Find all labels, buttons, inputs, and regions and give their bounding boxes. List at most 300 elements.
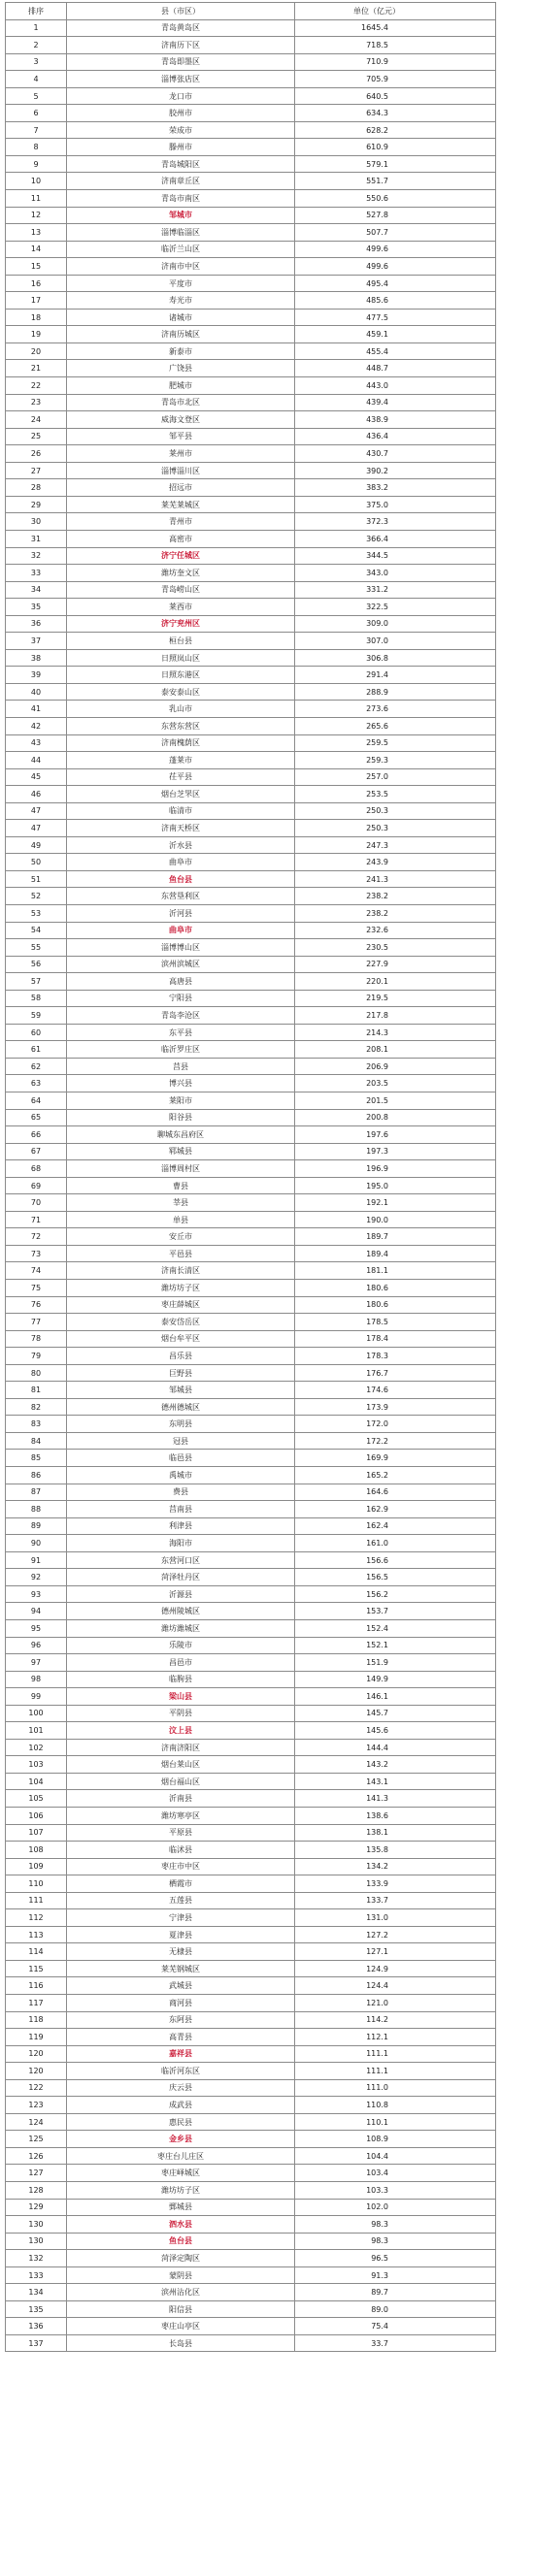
rank-cell: 79 [6, 1348, 67, 1365]
rank-cell: 100 [6, 1705, 67, 1722]
county-cell: 青岛市北区 [67, 394, 295, 411]
county-cell: 滨州滨城区 [67, 956, 295, 973]
value-cell: 96.5 [295, 2250, 496, 2267]
value-cell: 192.1 [295, 1194, 496, 1212]
county-cell: 高密市 [67, 530, 295, 547]
rank-cell: 65 [6, 1109, 67, 1126]
table-row [6, 1807, 496, 1824]
table-row [6, 1977, 496, 1995]
county-cell: 新泰市 [67, 342, 295, 360]
table-row [6, 667, 496, 684]
table-row [6, 1892, 496, 1909]
rank-cell: 118 [6, 2011, 67, 2029]
table-row [6, 1943, 496, 1961]
table-row [6, 1654, 496, 1672]
rank-cell: 114 [6, 1943, 67, 1961]
county-cell: 嘉祥县 [67, 2045, 295, 2063]
table-row [6, 1262, 496, 1280]
value-cell: 127.1 [295, 1943, 496, 1961]
value-cell: 102.0 [295, 2199, 496, 2216]
county-cell: 博兴县 [67, 1075, 295, 1092]
value-cell: 110.8 [295, 2097, 496, 2114]
county-cell: 惠民县 [67, 2113, 295, 2131]
value-cell: 143.1 [295, 1773, 496, 1790]
table-row [6, 1926, 496, 1943]
rank-cell: 30 [6, 513, 67, 531]
ranking-sheet [5, 2, 495, 2352]
rank-cell: 120 [6, 2045, 67, 2063]
table-row [6, 1569, 496, 1586]
county-cell: 梁山县 [67, 1688, 295, 1706]
county-cell: 莒南县 [67, 1501, 295, 1518]
value-cell: 162.9 [295, 1501, 496, 1518]
rank-cell: 134 [6, 2284, 67, 2301]
county-cell: 潍坊坊子区 [67, 2182, 295, 2200]
value-cell: 485.6 [295, 292, 496, 310]
value-cell: 439.4 [295, 394, 496, 411]
table-row [6, 820, 496, 837]
county-cell: 乐陵市 [67, 1637, 295, 1654]
value-cell: 343.0 [295, 565, 496, 582]
table-row [6, 1535, 496, 1552]
county-cell: 济宁兖州区 [67, 615, 295, 633]
table-row [6, 1994, 496, 2011]
table-row [6, 1160, 496, 1178]
county-cell: 莱芜钢城区 [67, 1960, 295, 1977]
county-cell: 莱州市 [67, 445, 295, 463]
county-cell: 鱼台县 [67, 870, 295, 888]
value-cell: 141.3 [295, 1790, 496, 1808]
county-cell: 济南天桥区 [67, 820, 295, 837]
rank-cell: 13 [6, 224, 67, 242]
county-cell: 夏津县 [67, 1926, 295, 1943]
rank-cell: 49 [6, 836, 67, 854]
table-row [6, 1092, 496, 1110]
rank-cell: 52 [6, 888, 67, 905]
rank-cell: 117 [6, 1994, 67, 2011]
rank-cell: 40 [6, 683, 67, 701]
table-row [6, 2284, 496, 2301]
value-cell: 162.4 [295, 1517, 496, 1535]
table-row [6, 445, 496, 463]
table-row [6, 973, 496, 991]
table-row [6, 1330, 496, 1348]
value-cell: 265.6 [295, 717, 496, 734]
value-cell: 103.4 [295, 2165, 496, 2182]
table-row [6, 1619, 496, 1637]
county-cell: 济南济阳区 [67, 1739, 295, 1756]
rank-cell: 10 [6, 173, 67, 190]
value-cell: 232.6 [295, 922, 496, 939]
county-cell: 沂南县 [67, 1790, 295, 1808]
county-cell: 临沂河东区 [67, 2063, 295, 2080]
county-cell: 乳山市 [67, 701, 295, 718]
county-cell: 济南市中区 [67, 258, 295, 276]
county-cell: 鱼台县 [67, 2233, 295, 2250]
rank-cell: 128 [6, 2182, 67, 2200]
value-cell: 259.5 [295, 734, 496, 752]
table-row [6, 1858, 496, 1875]
value-cell: 138.6 [295, 1807, 496, 1824]
county-cell: 东营东营区 [67, 717, 295, 734]
table-row [6, 1314, 496, 1331]
value-cell: 307.0 [295, 633, 496, 650]
value-cell: 257.0 [295, 768, 496, 786]
table-row [6, 411, 496, 429]
value-cell: 436.4 [295, 428, 496, 445]
rank-cell: 106 [6, 1807, 67, 1824]
value-cell: 227.9 [295, 956, 496, 973]
rank-cell: 36 [6, 615, 67, 633]
rank-cell: 122 [6, 2079, 67, 2097]
table-row [6, 904, 496, 922]
value-cell: 243.9 [295, 854, 496, 871]
rank-cell: 111 [6, 1892, 67, 1909]
county-cell: 日照岚山区 [67, 649, 295, 667]
table-row [6, 1909, 496, 1927]
county-cell: 临沂罗庄区 [67, 1041, 295, 1059]
value-cell: 306.8 [295, 649, 496, 667]
rank-cell: 17 [6, 292, 67, 310]
table-row [6, 479, 496, 497]
county-cell: 青岛即墨区 [67, 53, 295, 71]
table-row [6, 1211, 496, 1228]
value-cell: 169.9 [295, 1450, 496, 1467]
county-cell: 青岛城阳区 [67, 155, 295, 173]
rank-cell: 53 [6, 904, 67, 922]
county-cell: 日照东港区 [67, 667, 295, 684]
table-row [6, 1671, 496, 1688]
rank-cell: 58 [6, 990, 67, 1007]
county-cell: 寿光市 [67, 292, 295, 310]
value-cell: 273.6 [295, 701, 496, 718]
rank-cell: 59 [6, 1007, 67, 1025]
county-cell: 成武县 [67, 2097, 295, 2114]
table-row [6, 565, 496, 582]
rank-cell: 105 [6, 1790, 67, 1808]
county-cell: 青岛市南区 [67, 190, 295, 208]
county-cell: 东阿县 [67, 2011, 295, 2029]
value-cell: 138.1 [295, 1824, 496, 1842]
value-cell: 180.6 [295, 1280, 496, 1297]
county-cell: 沂源县 [67, 1585, 295, 1603]
rank-cell: 68 [6, 1160, 67, 1178]
value-cell: 241.3 [295, 870, 496, 888]
rank-cell: 16 [6, 275, 67, 292]
rank-cell: 38 [6, 649, 67, 667]
value-cell: 197.6 [295, 1126, 496, 1144]
rank-cell: 31 [6, 530, 67, 547]
header-row [6, 3, 496, 20]
county-cell: 邹平县 [67, 428, 295, 445]
county-cell: 高唐县 [67, 973, 295, 991]
rank-cell: 26 [6, 445, 67, 463]
rank-cell: 54 [6, 922, 67, 939]
table-row [6, 105, 496, 122]
county-cell: 济宁任城区 [67, 547, 295, 565]
table-row [6, 1245, 496, 1262]
value-cell: 291.4 [295, 667, 496, 684]
county-cell: 茌平县 [67, 768, 295, 786]
table-row [6, 173, 496, 190]
rank-cell: 90 [6, 1535, 67, 1552]
county-cell: 青岛李沧区 [67, 1007, 295, 1025]
rank-cell: 75 [6, 1280, 67, 1297]
county-cell: 龙口市 [67, 87, 295, 105]
county-cell: 阳谷县 [67, 1109, 295, 1126]
value-cell: 206.9 [295, 1058, 496, 1075]
table-row [6, 1075, 496, 1092]
county-cell: 广饶县 [67, 360, 295, 377]
table-row [6, 2079, 496, 2097]
value-cell: 173.9 [295, 1398, 496, 1416]
county-cell: 蒙阴县 [67, 2266, 295, 2284]
county-cell: 冠县 [67, 1432, 295, 1450]
rank-cell: 96 [6, 1637, 67, 1654]
rank-cell: 37 [6, 633, 67, 650]
value-cell: 219.5 [295, 990, 496, 1007]
table-row [6, 701, 496, 718]
rank-cell: 63 [6, 1075, 67, 1092]
rank-cell: 91 [6, 1551, 67, 1569]
county-cell: 烟台芝罘区 [67, 786, 295, 803]
county-cell: 泗水县 [67, 2216, 295, 2234]
county-cell: 东营河口区 [67, 1551, 295, 1569]
value-cell: 156.6 [295, 1551, 496, 1569]
rank-cell: 3 [6, 53, 67, 71]
table-row [6, 2334, 496, 2352]
rank-cell: 69 [6, 1177, 67, 1194]
table-row [6, 462, 496, 479]
table-row [6, 1296, 496, 1314]
table-row [6, 1432, 496, 1450]
table-row [6, 752, 496, 769]
rank-cell: 89 [6, 1517, 67, 1535]
table-row [6, 71, 496, 88]
county-cell: 莱芜莱城区 [67, 496, 295, 513]
value-cell: 124.4 [295, 1977, 496, 1995]
rank-cell: 50 [6, 854, 67, 871]
table-row [6, 258, 496, 276]
county-cell: 五莲县 [67, 1892, 295, 1909]
table-row [6, 581, 496, 599]
table-row [6, 1467, 496, 1484]
value-cell: 208.1 [295, 1041, 496, 1059]
table-row [6, 734, 496, 752]
table-row [6, 1364, 496, 1382]
value-cell: 112.1 [295, 2029, 496, 2046]
rank-cell: 99 [6, 1688, 67, 1706]
table-row [6, 888, 496, 905]
rank-cell: 72 [6, 1228, 67, 1246]
county-cell: 菏泽定陶区 [67, 2250, 295, 2267]
table-row [6, 2011, 496, 2029]
value-cell: 111.1 [295, 2045, 496, 2063]
table-row [6, 1501, 496, 1518]
value-cell: 203.5 [295, 1075, 496, 1092]
value-cell: 164.6 [295, 1484, 496, 1501]
rank-cell: 113 [6, 1926, 67, 1943]
table-row [6, 2131, 496, 2148]
value-cell: 174.6 [295, 1382, 496, 1399]
rank-cell: 44 [6, 752, 67, 769]
value-cell: 430.7 [295, 445, 496, 463]
table-row [6, 1143, 496, 1160]
value-cell: 124.9 [295, 1960, 496, 1977]
rank-cell: 21 [6, 360, 67, 377]
table-row [6, 1058, 496, 1075]
rank-cell: 85 [6, 1450, 67, 1467]
table-row [6, 786, 496, 803]
county-cell: 郓城县 [67, 1143, 295, 1160]
rank-cell: 28 [6, 479, 67, 497]
county-cell: 诸城市 [67, 309, 295, 326]
table-row [6, 2029, 496, 2046]
rank-cell: 120 [6, 2063, 67, 2080]
rank-cell: 18 [6, 309, 67, 326]
table-row [6, 2266, 496, 2284]
rank-cell: 86 [6, 1467, 67, 1484]
county-cell: 滨州沾化区 [67, 2284, 295, 2301]
county-cell: 东平县 [67, 1024, 295, 1041]
county-cell: 青岛崂山区 [67, 581, 295, 599]
table-row [6, 1348, 496, 1365]
value-cell: 1645.4 [295, 19, 496, 37]
value-cell: 145.7 [295, 1705, 496, 1722]
rank-cell: 83 [6, 1416, 67, 1433]
value-cell: 152.4 [295, 1619, 496, 1637]
value-cell: 103.3 [295, 2182, 496, 2200]
rank-cell: 132 [6, 2250, 67, 2267]
table-row [6, 2250, 496, 2267]
value-cell: 250.3 [295, 802, 496, 820]
value-cell: 628.2 [295, 121, 496, 139]
table-row [6, 1756, 496, 1774]
county-cell: 烟台福山区 [67, 1773, 295, 1790]
county-cell: 沂河县 [67, 904, 295, 922]
county-cell: 淄博博山区 [67, 939, 295, 957]
county-cell: 淄博临淄区 [67, 224, 295, 242]
table-row [6, 2199, 496, 2216]
county-cell: 金乡县 [67, 2131, 295, 2148]
value-cell: 551.7 [295, 173, 496, 190]
rank-cell: 112 [6, 1909, 67, 1927]
value-cell: 33.7 [295, 2334, 496, 2352]
table-row [6, 1585, 496, 1603]
rank-cell: 12 [6, 207, 67, 224]
table-row [6, 1177, 496, 1194]
rank-cell: 6 [6, 105, 67, 122]
county-cell: 庆云县 [67, 2079, 295, 2097]
county-cell: 商河县 [67, 1994, 295, 2011]
county-cell: 德州陵城区 [67, 1603, 295, 1620]
rank-cell: 14 [6, 241, 67, 258]
table-row [6, 1603, 496, 1620]
rank-cell: 42 [6, 717, 67, 734]
county-cell: 平阴县 [67, 1705, 295, 1722]
value-cell: 89.0 [295, 2300, 496, 2318]
table-row [6, 1484, 496, 1501]
value-cell: 640.5 [295, 87, 496, 105]
table-row [6, 1007, 496, 1025]
value-cell: 190.0 [295, 1211, 496, 1228]
rank-cell: 61 [6, 1041, 67, 1059]
value-cell: 111.0 [295, 2079, 496, 2097]
rank-cell: 116 [6, 1977, 67, 1995]
rank-cell: 137 [6, 2334, 67, 2352]
county-cell: 曹县 [67, 1177, 295, 1194]
table-row [6, 1842, 496, 1859]
table-row [6, 1450, 496, 1467]
table-row [6, 1398, 496, 1416]
value-cell: 459.1 [295, 326, 496, 343]
value-cell: 75.4 [295, 2318, 496, 2335]
rank-cell: 98 [6, 1671, 67, 1688]
table-row [6, 190, 496, 208]
county-cell: 宁津县 [67, 1909, 295, 1927]
county-cell: 蓬莱市 [67, 752, 295, 769]
rank-cell: 92 [6, 1569, 67, 1586]
rank-cell: 71 [6, 1211, 67, 1228]
county-cell: 潍坊寒亭区 [67, 1807, 295, 1824]
rank-cell: 1 [6, 19, 67, 37]
county-cell: 单县 [67, 1211, 295, 1228]
rank-cell: 41 [6, 701, 67, 718]
table-row [6, 939, 496, 957]
value-cell: 180.6 [295, 1296, 496, 1314]
county-cell: 平原县 [67, 1824, 295, 1842]
rank-cell: 125 [6, 2131, 67, 2148]
value-cell: 181.1 [295, 1262, 496, 1280]
table-row [6, 768, 496, 786]
rank-cell: 109 [6, 1858, 67, 1875]
table-row [6, 990, 496, 1007]
table-row [6, 394, 496, 411]
value-cell: 230.5 [295, 939, 496, 957]
county-cell: 滕州市 [67, 139, 295, 156]
table-row [6, 1824, 496, 1842]
rank-cell: 74 [6, 1262, 67, 1280]
county-cell: 济南长清区 [67, 1262, 295, 1280]
county-cell: 东营垦利区 [67, 888, 295, 905]
value-cell: 149.9 [295, 1671, 496, 1688]
county-cell: 莘县 [67, 1194, 295, 1212]
county-cell: 潍坊奎文区 [67, 565, 295, 582]
table-row [6, 309, 496, 326]
rank-cell: 78 [6, 1330, 67, 1348]
table-row [6, 1551, 496, 1569]
table-row [6, 1280, 496, 1297]
county-cell: 巨野县 [67, 1364, 295, 1382]
rank-cell: 133 [6, 2266, 67, 2284]
value-cell: 477.5 [295, 309, 496, 326]
value-cell: 527.8 [295, 207, 496, 224]
county-cell: 邹城县 [67, 1382, 295, 1399]
county-cell: 潍坊潍城区 [67, 1619, 295, 1637]
value-cell: 390.2 [295, 462, 496, 479]
table-row [6, 530, 496, 547]
table-row [6, 2216, 496, 2234]
rank-cell: 7 [6, 121, 67, 139]
county-cell: 禹城市 [67, 1467, 295, 1484]
table-row [6, 922, 496, 939]
value-cell: 499.6 [295, 258, 496, 276]
table-row [6, 1875, 496, 1893]
table-row [6, 1722, 496, 1740]
county-cell: 聊城东昌府区 [67, 1126, 295, 1144]
table-row [6, 2165, 496, 2182]
rank-cell: 25 [6, 428, 67, 445]
